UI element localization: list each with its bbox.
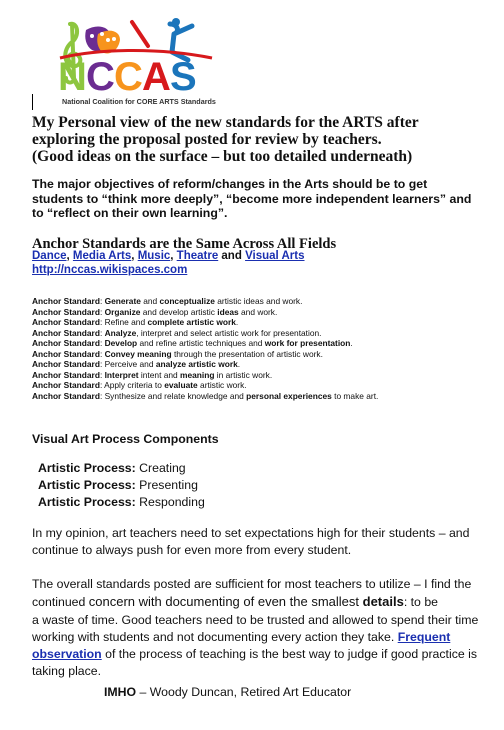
arts-fields-list (32, 250, 305, 262)
standard-keyword: conceptualize (159, 296, 215, 306)
standard-text: artistic ideas and work. (214, 296, 303, 306)
signature (104, 685, 351, 699)
anchor-standards-list (32, 296, 378, 401)
svg-text:C: C (86, 55, 115, 99)
standard-keyword: work for presentation (264, 338, 351, 349)
anchor-standard-label: Anchor Standard (32, 306, 100, 317)
field-link-theatre[interactable]: Theatre (176, 250, 219, 262)
overall-line: The overall standards posted are sufficient for most teachers to utilize – I find the (32, 577, 472, 591)
standard-text: , interpret and select artistic work for presentation. (136, 327, 322, 338)
standard-text: and (140, 296, 160, 306)
standard-text: in artistic work. (214, 369, 273, 380)
opinion-paragraph (32, 525, 470, 559)
anchor-standard-item (32, 370, 378, 381)
field-link-media-arts[interactable]: Media Arts (72, 250, 132, 262)
signature-name: – Woody Duncan, Retired Art Educator (136, 685, 352, 699)
visual-art-title: Visual Art Process Components (32, 432, 219, 446)
artistic-process-list (38, 460, 205, 511)
process-label: Artistic Process: (38, 461, 136, 475)
overall-line: taking place. (32, 664, 102, 679)
separator: , (66, 250, 73, 262)
standard-keyword: Generate (104, 296, 141, 306)
logo-subtitle: National Coalition for CORE ARTS Standards (62, 97, 216, 106)
anchor-standard-item (32, 317, 378, 328)
standard-keyword: Develop (104, 338, 138, 349)
standard-text: and refine artistic techniques and (137, 338, 265, 349)
objectives-line: The major objectives of reform/changes in the Arts should be to get (32, 177, 428, 191)
standard-text: intent and (138, 369, 181, 380)
anchor-standard-label: Anchor Standard (32, 327, 100, 338)
standard-keyword: ideas (217, 306, 239, 317)
anchor-standard-label: Anchor Standard (32, 348, 100, 359)
svg-text:S: S (170, 55, 197, 99)
opinion-line: continue to always push for even more from every student. (32, 543, 352, 557)
standard-keyword: Analyze (104, 327, 137, 338)
process-value: Responding (139, 495, 205, 509)
anchor-title: Anchor Standards are the Same Across All Fields (32, 236, 337, 252)
paintbrush-icon (132, 22, 148, 46)
standard-text: : (99, 306, 105, 317)
standard-text: : (99, 369, 105, 380)
anchor-standard-item (32, 359, 378, 370)
anchor-standard-label: Anchor Standard (32, 338, 100, 349)
heading-line: exploring the proposal posted for review by teachers. (32, 131, 382, 148)
standard-text: : (99, 327, 105, 338)
anchor-standard-item (32, 307, 378, 318)
standard-text: : Refine and (99, 317, 148, 328)
standard-text: . (350, 338, 353, 349)
field-link-dance[interactable]: Dance (32, 250, 67, 262)
text: : to be (403, 595, 438, 610)
standard-text: . (235, 317, 239, 328)
text: continued (32, 595, 89, 610)
process-label: Artistic Process: (38, 478, 136, 492)
artistic-process-item (38, 477, 205, 494)
text-cursor (32, 94, 33, 110)
artistic-process-item (38, 460, 205, 477)
text: working with students and not documenting every action they take. (32, 629, 398, 644)
standard-text: to make art. (331, 390, 379, 401)
standard-keyword: analyze artistic work (155, 359, 238, 370)
standard-text: : (99, 348, 105, 359)
anchor-standard-item (32, 349, 378, 360)
anchor-standard-item (32, 296, 378, 307)
overall-line: a waste of time. Good teachers need to be trusted and allowed to spend their time (32, 612, 479, 627)
overall-line (32, 593, 478, 611)
frequent-observation-emphasis: Frequent (397, 629, 451, 644)
standard-keyword: personal experiences (246, 390, 332, 401)
anchor-standard-label: Anchor Standard (32, 317, 100, 328)
anchor-standard-label: Anchor Standard (32, 359, 100, 370)
svg-text:A: A (142, 55, 171, 99)
emphasis-text: concern with documenting of even the smallest (88, 594, 363, 610)
standard-keyword: Organize (104, 306, 141, 317)
standard-text: artistic work. (197, 380, 247, 391)
frequent-observation-emphasis: observation (32, 647, 102, 662)
standard-text: through the presentation of artistic work. (171, 348, 323, 359)
svg-text:C: C (114, 55, 143, 99)
standard-text: : Apply criteria to (99, 380, 165, 391)
anchor-standard-label: Anchor Standard (32, 380, 100, 391)
standard-text: : (99, 296, 105, 306)
anchor-standard-label: Anchor Standard (32, 390, 100, 401)
svg-text:N: N (58, 55, 87, 99)
standard-keyword: complete artistic work (147, 317, 236, 328)
objectives-line: to “reflect on their own learning”. (32, 206, 228, 220)
anchor-standard-item (32, 391, 378, 402)
anchor-standard-label: Anchor Standard (32, 369, 100, 380)
separator: , (131, 250, 138, 262)
objectives-paragraph (32, 177, 492, 221)
process-label: Artistic Process: (38, 495, 136, 509)
overall-line (32, 646, 478, 663)
standard-keyword: Interpret (104, 369, 139, 380)
process-value: Creating (139, 461, 186, 475)
artistic-process-item (38, 494, 205, 511)
objectives-line: students to “think more deeply”, “become more independent learners” and (32, 191, 472, 206)
anchor-standard-item (32, 338, 378, 349)
emphasis-details: details (362, 594, 404, 610)
standard-text: : Perceive and (99, 359, 156, 370)
heading-line: (Good ideas on the surface – but too detailed underneath) (32, 148, 413, 165)
process-value: Presenting (139, 478, 198, 492)
separator: and (218, 250, 246, 262)
standard-keyword: evaluate (164, 380, 198, 391)
nccas-logo (52, 18, 224, 110)
opinion-line: In my opinion, art teachers need to set expectations high for their students – and (32, 526, 470, 540)
anchor-standard-item (32, 380, 378, 391)
field-link-visual-arts[interactable]: Visual Arts (245, 250, 305, 262)
nccas-wiki-link[interactable]: http://nccas.wikispaces.com (32, 264, 188, 276)
standard-keyword: Convey meaning (104, 348, 172, 359)
page-heading (32, 114, 492, 165)
standard-text: : Synthesize and relate knowledge and (99, 390, 247, 401)
anchor-standard-item (32, 328, 378, 339)
text: of the process of teaching is the best way to judge if good practice is (101, 647, 477, 662)
signature-imho: IMHO (104, 685, 137, 699)
separator: , (170, 250, 177, 262)
heading-line: My Personal view of the new standards for the ARTS after (32, 114, 419, 131)
standard-text: : (99, 338, 105, 349)
standard-text: and develop artistic (140, 306, 218, 317)
overall-line (32, 629, 478, 646)
standard-text: and work. (238, 306, 278, 317)
overall-paragraph (32, 576, 478, 681)
field-link-music[interactable]: Music (137, 250, 171, 262)
standard-keyword: meaning (180, 369, 215, 380)
standard-text: . (237, 359, 241, 370)
anchor-standard-label: Anchor Standard (32, 296, 100, 306)
